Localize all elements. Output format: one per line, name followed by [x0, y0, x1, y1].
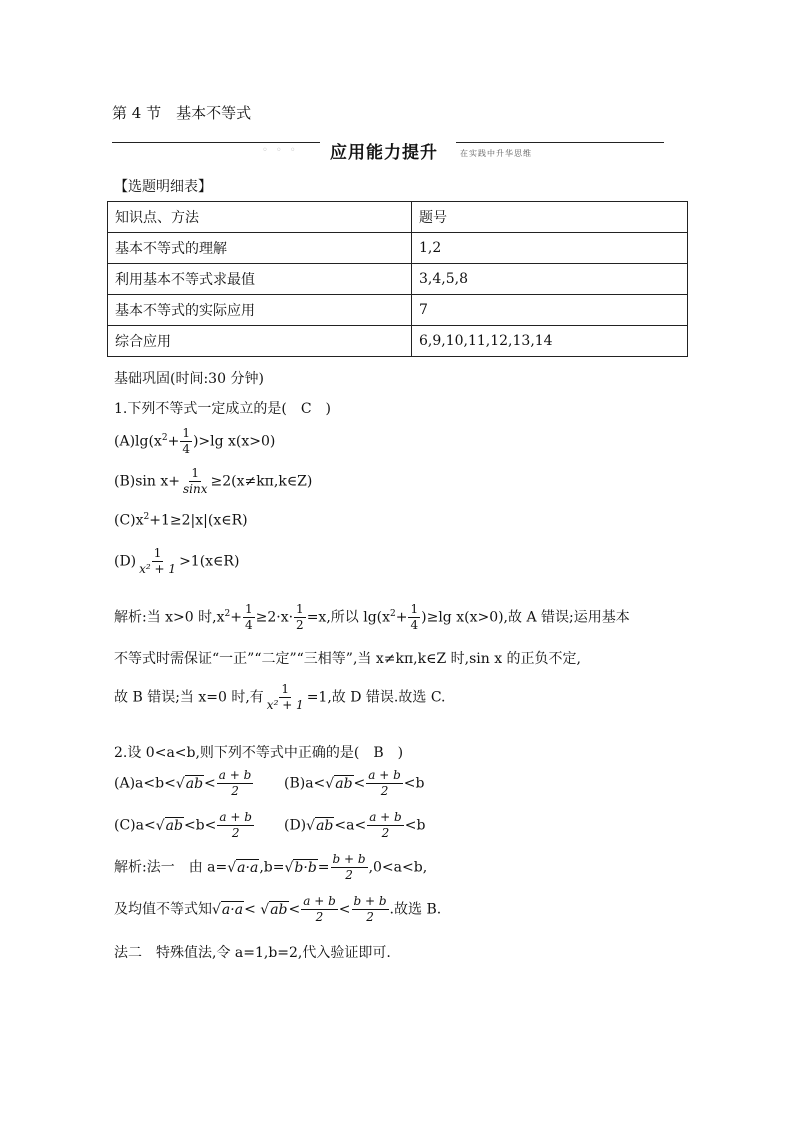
q2-solution-line1 — [114, 852, 427, 883]
q1-sol-text: 解析:当 x>0 时,x — [114, 609, 225, 626]
q2-sol-denominator: 2 — [345, 868, 353, 882]
q1-a-suffix: )>lg x(x>0) — [192, 433, 276, 450]
q1-a-prefix: (A)lg(x — [114, 433, 162, 450]
q2-sol-text: 解析:法一 由 a= — [114, 859, 228, 876]
q1-a-plus: + — [167, 433, 180, 450]
q2-b-fraction — [366, 768, 403, 799]
q1-sol-text: + — [395, 609, 408, 626]
q1-sol-exponent: 2 — [390, 608, 396, 619]
q2-sol-radicand: a·a — [237, 859, 259, 876]
q1-solution-line1 — [114, 602, 630, 633]
q2-b-denominator: 2 — [380, 784, 389, 798]
table-cell: 1,2 — [412, 233, 688, 264]
sqrt-symbol: √ab — [260, 901, 288, 918]
q1-sol-fraction — [243, 602, 255, 633]
q1-sol-text: =1,故 D 错误.故选 C. — [306, 689, 446, 706]
q1-sol-text: 故 B 错误;当 x=0 时,有 — [114, 689, 264, 706]
table-header-row — [108, 202, 688, 233]
q2-c-radicand: ab — [165, 817, 183, 834]
q2-a-text: (A)a<b< — [114, 775, 176, 792]
table-cell: 6,9,10,11,12,13,14 — [412, 326, 688, 357]
q1-option-c — [114, 512, 248, 529]
banner-line-left — [112, 142, 320, 143]
q2-option-d — [284, 810, 425, 841]
q2-sol-radicand: ab — [270, 901, 288, 918]
q1-option-d — [114, 546, 239, 577]
q2-a-radicand: ab — [185, 775, 204, 792]
q2-sol-fraction — [331, 852, 368, 883]
q2-sol-radicand: a·a — [221, 901, 244, 918]
q2-sol-text: = — [317, 859, 330, 876]
q2-option-c — [114, 810, 255, 841]
table-cell: 基本不等式的实际应用 — [108, 295, 412, 326]
banner-dots: ◦◦◦ — [262, 145, 304, 156]
table-row — [108, 326, 688, 357]
q2-b-text: (B)a< — [284, 775, 326, 792]
q1-sol-denominator: 4 — [410, 618, 419, 632]
q1-b-denominator: sinx — [182, 482, 208, 496]
sqrt-symbol: √ab — [306, 817, 334, 834]
q2-sol-numerator: a + b — [303, 894, 336, 908]
q1-stem: 1.下列不等式一定成立的是( C ) — [114, 401, 331, 417]
q2-sol-numerator: b + b — [353, 894, 387, 908]
q2-d-text: <a< — [334, 817, 367, 834]
q1-sol-exponent: 2 — [224, 608, 231, 619]
q1-sol-numerator: 1 — [281, 682, 290, 696]
q1-solution-line3 — [114, 682, 445, 713]
q1-c-prefix: (C)x — [114, 512, 144, 529]
section-title: 第 4 节 基本不等式 — [112, 104, 252, 122]
q2-sol-text: ,0<a<b, — [368, 859, 428, 876]
q2-sol-fraction — [352, 894, 389, 925]
sqrt-symbol: √ab — [155, 817, 183, 834]
q2-b-numerator: a + b — [368, 768, 401, 782]
q2-c-text: <b< — [183, 817, 217, 834]
q1-option-a — [114, 426, 275, 457]
q1-c-exponent: 2 — [143, 512, 150, 522]
q1-sol-fraction — [265, 682, 306, 713]
q2-solution-line3: 法二 特殊值法,令 a=1,b=2,代入验证即可. — [114, 945, 391, 961]
banner-line-right — [456, 142, 664, 143]
q2-sol-fraction — [301, 894, 338, 925]
q2-b-text: <b — [403, 775, 425, 792]
question-detail-table — [107, 201, 688, 357]
q2-sol-text: < — [288, 901, 301, 918]
q2-sol-denominator: 2 — [315, 910, 324, 924]
q2-a-fraction — [217, 768, 254, 799]
q1-sol-text: ≥2·x· — [255, 609, 294, 626]
q2-a-denominator: 2 — [231, 784, 239, 798]
q2-d-text: <b — [404, 817, 426, 834]
q1-d-suffix: >1(x∈R) — [179, 553, 240, 570]
table-row — [108, 295, 688, 326]
q2-sol-text: 及均值不等式知 — [114, 901, 212, 918]
table-header-cell: 题号 — [412, 202, 688, 233]
table-caption: 【选题明细表】 — [114, 179, 212, 195]
q2-option-b — [284, 768, 425, 799]
q1-sol-numerator: 1 — [296, 602, 304, 616]
q2-sol-text: ,b= — [259, 859, 285, 876]
sqrt-symbol: √ab — [175, 775, 204, 792]
q2-d-fraction — [367, 810, 404, 841]
basic-section-label: 基础巩固(时间:30 分钟) — [114, 371, 264, 387]
q1-b-numerator: 1 — [191, 466, 200, 480]
q1-d-denominator: x² + 1 — [139, 562, 177, 576]
table-header-cell: 知识点、方法 — [108, 202, 412, 233]
q1-d-numerator: 1 — [153, 546, 162, 560]
q1-sol-fraction — [408, 602, 420, 633]
q2-a-text: < — [204, 775, 216, 792]
q1-sol-text: =x,所以 lg(x — [306, 609, 391, 626]
table-row — [108, 233, 688, 264]
q2-sol-numerator: b + b — [332, 852, 366, 866]
q1-sol-denominator: 2 — [296, 618, 304, 632]
q2-sol-radicand: b·b — [294, 859, 317, 876]
q1-sol-denominator: x² + 1 — [266, 698, 304, 712]
q2-c-numerator: a + b — [219, 810, 252, 824]
q1-c-suffix: +1≥2|x|(x∈R) — [149, 512, 248, 529]
banner-subtitle: 在实践中升华思维 — [460, 149, 532, 158]
q1-option-b — [114, 466, 312, 497]
table-cell: 7 — [412, 295, 688, 326]
table-cell: 利用基本不等式求最值 — [108, 264, 412, 295]
table-row — [108, 264, 688, 295]
q2-c-text: (C)a< — [114, 817, 156, 834]
q2-a-numerator: a + b — [218, 768, 252, 782]
table-cell: 基本不等式的理解 — [108, 233, 412, 264]
q1-a-fraction — [180, 426, 192, 457]
sqrt-symbol: √ab — [325, 775, 353, 792]
q1-b-fraction — [181, 466, 210, 497]
q1-b-suffix: ≥2(x≠kπ,k∈Z) — [210, 473, 313, 490]
q1-a-numerator: 1 — [182, 426, 190, 440]
q2-d-text: (D) — [284, 817, 307, 834]
sqrt-symbol: √a·a — [227, 859, 259, 876]
q1-sol-text: + — [230, 609, 242, 626]
q2-solution-line2 — [114, 894, 441, 925]
q1-d-fraction — [137, 546, 178, 577]
q2-d-numerator: a + b — [369, 810, 402, 824]
q2-stem: 2.设 0<a<b,则下列不等式中正确的是( B ) — [114, 745, 404, 761]
q1-d-prefix: (D) — [114, 553, 137, 570]
q2-c-denominator: 2 — [231, 826, 240, 840]
q2-b-radicand: ab — [335, 775, 353, 792]
q2-sol-text: < — [338, 901, 351, 918]
q1-a-exponent: 2 — [161, 432, 168, 443]
q2-b-text: < — [353, 775, 366, 792]
q1-sol-numerator: 1 — [244, 602, 253, 616]
q2-c-fraction — [217, 810, 254, 841]
sqrt-symbol: √a·a — [212, 901, 244, 918]
q2-d-radicand: ab — [316, 817, 334, 834]
q2-sol-denominator: 2 — [366, 910, 374, 924]
q1-sol-text: )≥lg x(x>0),故 A 错误;运用基本 — [421, 609, 630, 626]
q2-sol-text: .故选 B. — [389, 901, 442, 918]
table-cell: 综合应用 — [108, 326, 412, 357]
q2-sol-text: < — [244, 901, 261, 918]
q2-option-a — [114, 768, 254, 799]
banner-title: 应用能力提升 — [330, 143, 438, 163]
q1-sol-denominator: 4 — [244, 618, 253, 632]
q2-d-denominator: 2 — [381, 826, 390, 840]
q1-b-prefix: (B)sin x+ — [114, 473, 180, 490]
sqrt-symbol: √b·b — [284, 859, 317, 876]
q1-solution-line2: 不等式时需保证“一正”“二定”“三相等”,当 x≠kπ,k∈Z 时,sin x 的正负不定, — [114, 651, 582, 667]
q1-sol-fraction — [294, 602, 306, 633]
q1-sol-numerator: 1 — [410, 602, 419, 616]
q1-a-denominator: 4 — [182, 442, 190, 456]
table-cell: 3,4,5,8 — [412, 264, 688, 295]
